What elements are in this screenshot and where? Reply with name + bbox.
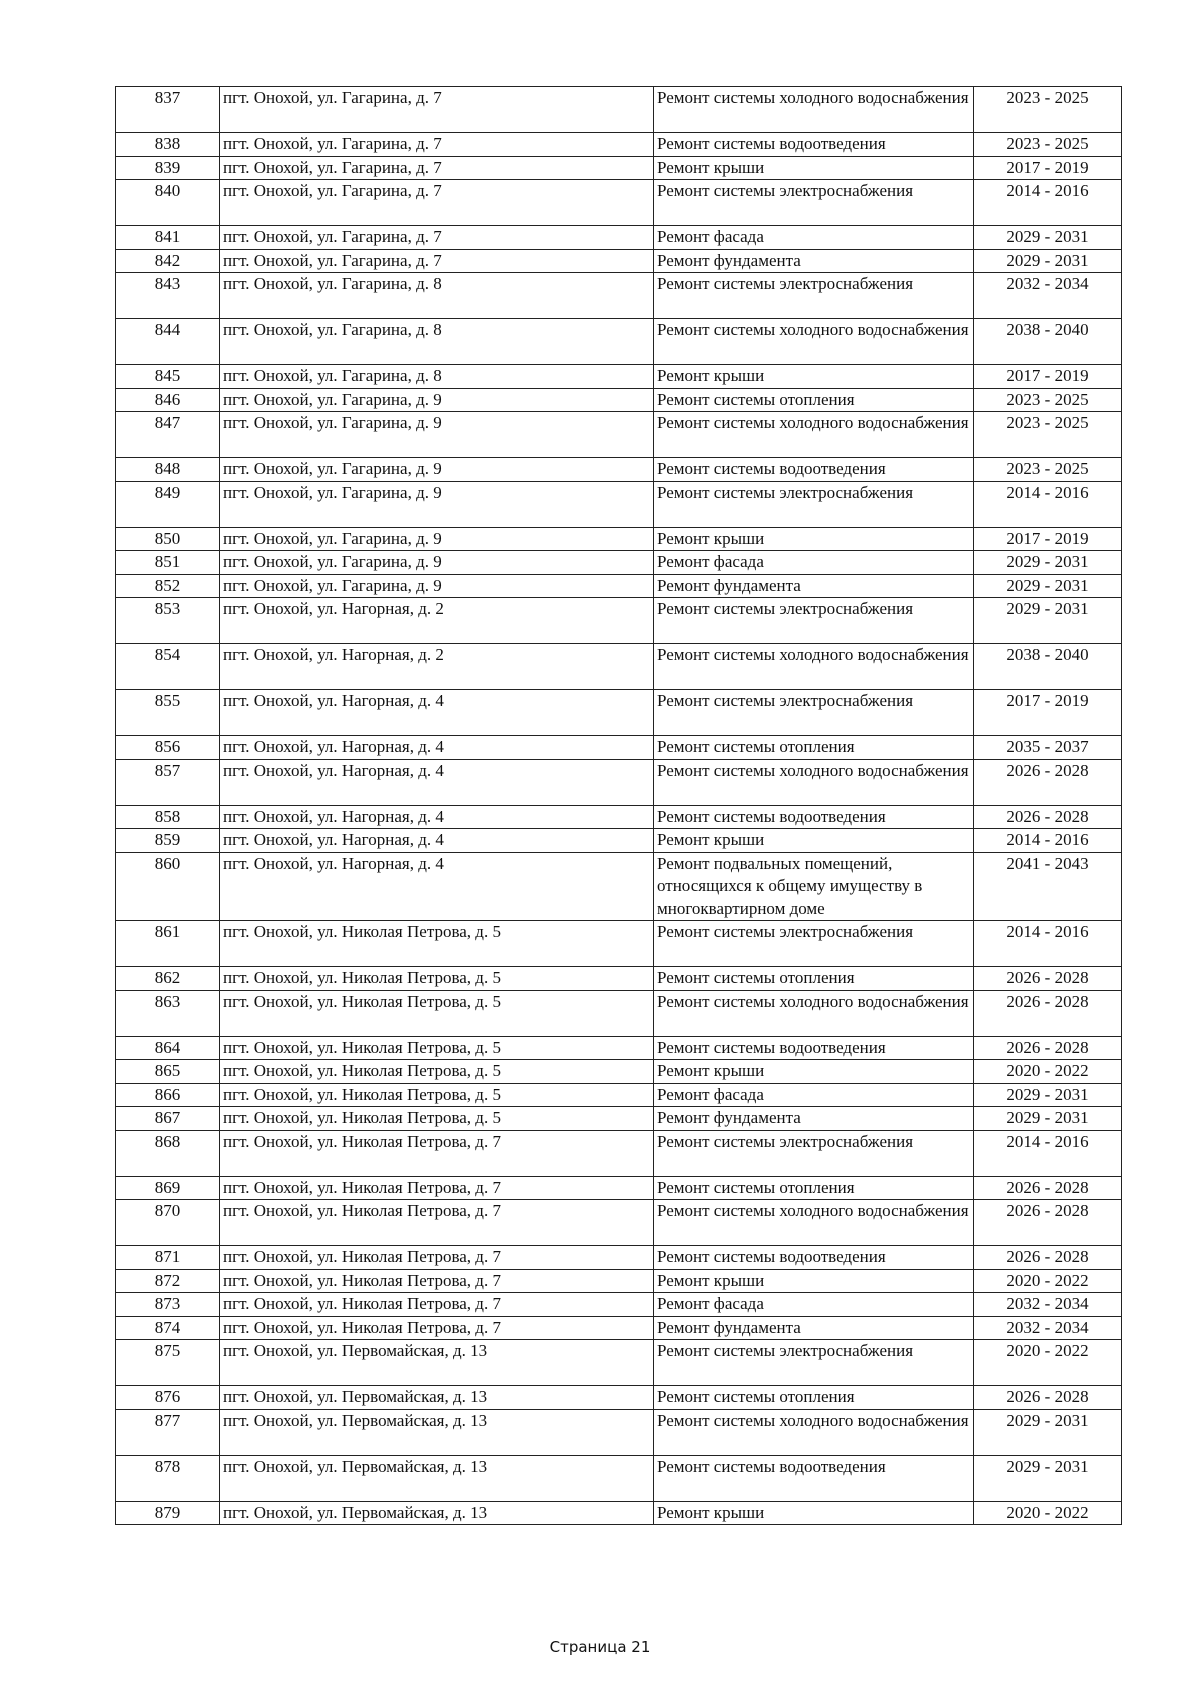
row-number-cell: 848 bbox=[116, 458, 220, 482]
row-number-cell: 861 bbox=[116, 921, 220, 967]
table-row bbox=[116, 598, 1122, 644]
row-number-cell: 867 bbox=[116, 1107, 220, 1131]
period-cell: 2029 - 2031 bbox=[974, 1455, 1122, 1501]
period-cell: 2017 - 2019 bbox=[974, 156, 1122, 180]
work-type-cell: Ремонт системы холодного водоснабжения bbox=[654, 412, 974, 458]
period-cell: 2026 - 2028 bbox=[974, 805, 1122, 829]
page-number: Страница 21 bbox=[549, 1638, 651, 1656]
table-row bbox=[116, 249, 1122, 273]
row-number-cell: 853 bbox=[116, 598, 220, 644]
table-row bbox=[116, 1036, 1122, 1060]
work-type-cell: Ремонт фасада bbox=[654, 226, 974, 250]
table-row bbox=[116, 87, 1122, 133]
period-cell: 2020 - 2022 bbox=[974, 1269, 1122, 1293]
period-cell: 2029 - 2031 bbox=[974, 598, 1122, 644]
work-type-cell: Ремонт системы отопления bbox=[654, 967, 974, 991]
period-cell: 2026 - 2028 bbox=[974, 967, 1122, 991]
table-row bbox=[116, 412, 1122, 458]
address-cell: пгт. Онохой, ул. Николая Петрова, д. 5 bbox=[220, 1083, 654, 1107]
period-cell: 2017 - 2019 bbox=[974, 690, 1122, 736]
address-cell: пгт. Онохой, ул. Николая Петрова, д. 7 bbox=[220, 1200, 654, 1246]
row-number-cell: 845 bbox=[116, 365, 220, 389]
work-type-cell: Ремонт фасада bbox=[654, 551, 974, 575]
table-row bbox=[116, 829, 1122, 853]
period-cell: 2026 - 2028 bbox=[974, 990, 1122, 1036]
row-number-cell: 876 bbox=[116, 1386, 220, 1410]
address-cell: пгт. Онохой, ул. Николая Петрова, д. 5 bbox=[220, 921, 654, 967]
period-cell: 2017 - 2019 bbox=[974, 365, 1122, 389]
row-number-cell: 864 bbox=[116, 1036, 220, 1060]
row-number-cell: 863 bbox=[116, 990, 220, 1036]
table-row bbox=[116, 574, 1122, 598]
table-row bbox=[116, 133, 1122, 157]
row-number-cell: 839 bbox=[116, 156, 220, 180]
period-cell: 2032 - 2034 bbox=[974, 1293, 1122, 1317]
period-cell: 2035 - 2037 bbox=[974, 736, 1122, 760]
row-number-cell: 851 bbox=[116, 551, 220, 575]
table-row bbox=[116, 990, 1122, 1036]
work-type-cell: Ремонт системы водоотведения bbox=[654, 133, 974, 157]
table-row bbox=[116, 1386, 1122, 1410]
table-row bbox=[116, 1269, 1122, 1293]
address-cell: пгт. Онохой, ул. Николая Петрова, д. 7 bbox=[220, 1130, 654, 1176]
row-number-cell: 841 bbox=[116, 226, 220, 250]
row-number-cell: 850 bbox=[116, 527, 220, 551]
address-cell: пгт. Онохой, ул. Первомайская, д. 13 bbox=[220, 1386, 654, 1410]
table-row bbox=[116, 551, 1122, 575]
row-number-cell: 843 bbox=[116, 273, 220, 319]
address-cell: пгт. Онохой, ул. Первомайская, д. 13 bbox=[220, 1340, 654, 1386]
table-row bbox=[116, 1293, 1122, 1317]
work-type-cell: Ремонт системы холодного водоснабжения bbox=[654, 87, 974, 133]
row-number-cell: 865 bbox=[116, 1060, 220, 1084]
address-cell: пгт. Онохой, ул. Нагорная, д. 4 bbox=[220, 829, 654, 853]
row-number-cell: 840 bbox=[116, 180, 220, 226]
work-type-cell: Ремонт фундамента bbox=[654, 1107, 974, 1131]
row-number-cell: 879 bbox=[116, 1501, 220, 1525]
address-cell: пгт. Онохой, ул. Гагарина, д. 9 bbox=[220, 388, 654, 412]
period-cell: 2020 - 2022 bbox=[974, 1340, 1122, 1386]
address-cell: пгт. Онохой, ул. Гагарина, д. 9 bbox=[220, 412, 654, 458]
period-cell: 2029 - 2031 bbox=[974, 574, 1122, 598]
row-number-cell: 852 bbox=[116, 574, 220, 598]
address-cell: пгт. Онохой, ул. Первомайская, д. 13 bbox=[220, 1501, 654, 1525]
address-cell: пгт. Онохой, ул. Нагорная, д. 4 bbox=[220, 690, 654, 736]
work-type-cell: Ремонт крыши bbox=[654, 1269, 974, 1293]
address-cell: пгт. Онохой, ул. Гагарина, д. 9 bbox=[220, 574, 654, 598]
address-cell: пгт. Онохой, ул. Нагорная, д. 4 bbox=[220, 852, 654, 921]
table-row bbox=[116, 1130, 1122, 1176]
address-cell: пгт. Онохой, ул. Гагарина, д. 8 bbox=[220, 273, 654, 319]
row-number-cell: 872 bbox=[116, 1269, 220, 1293]
address-cell: пгт. Онохой, ул. Гагарина, д. 9 bbox=[220, 527, 654, 551]
row-number-cell: 844 bbox=[116, 319, 220, 365]
address-cell: пгт. Онохой, ул. Нагорная, д. 2 bbox=[220, 598, 654, 644]
period-cell: 2029 - 2031 bbox=[974, 249, 1122, 273]
period-cell: 2026 - 2028 bbox=[974, 1176, 1122, 1200]
address-cell: пгт. Онохой, ул. Николая Петрова, д. 5 bbox=[220, 1107, 654, 1131]
work-type-cell: Ремонт системы электроснабжения bbox=[654, 1340, 974, 1386]
row-number-cell: 858 bbox=[116, 805, 220, 829]
period-cell: 2038 - 2040 bbox=[974, 319, 1122, 365]
period-cell: 2014 - 2016 bbox=[974, 180, 1122, 226]
work-type-cell: Ремонт системы водоотведения bbox=[654, 805, 974, 829]
address-cell: пгт. Онохой, ул. Гагарина, д. 7 bbox=[220, 87, 654, 133]
work-type-cell: Ремонт крыши bbox=[654, 1501, 974, 1525]
address-cell: пгт. Онохой, ул. Николая Петрова, д. 7 bbox=[220, 1269, 654, 1293]
table-row bbox=[116, 273, 1122, 319]
work-type-cell: Ремонт системы холодного водоснабжения bbox=[654, 990, 974, 1036]
period-cell: 2029 - 2031 bbox=[974, 1083, 1122, 1107]
address-cell: пгт. Онохой, ул. Николая Петрова, д. 7 bbox=[220, 1246, 654, 1270]
address-cell: пгт. Онохой, ул. Нагорная, д. 2 bbox=[220, 644, 654, 690]
period-cell: 2023 - 2025 bbox=[974, 388, 1122, 412]
row-number-cell: 842 bbox=[116, 249, 220, 273]
row-number-cell: 856 bbox=[116, 736, 220, 760]
period-cell: 2023 - 2025 bbox=[974, 458, 1122, 482]
work-type-cell: Ремонт системы отопления bbox=[654, 1176, 974, 1200]
address-cell: пгт. Онохой, ул. Николая Петрова, д. 7 bbox=[220, 1176, 654, 1200]
table-row bbox=[116, 690, 1122, 736]
table-row bbox=[116, 388, 1122, 412]
row-number-cell: 857 bbox=[116, 759, 220, 805]
row-number-cell: 847 bbox=[116, 412, 220, 458]
table-row bbox=[116, 805, 1122, 829]
table-row bbox=[116, 736, 1122, 760]
row-number-cell: 837 bbox=[116, 87, 220, 133]
period-cell: 2014 - 2016 bbox=[974, 1130, 1122, 1176]
work-type-cell: Ремонт системы водоотведения bbox=[654, 1246, 974, 1270]
row-number-cell: 849 bbox=[116, 481, 220, 527]
address-cell: пгт. Онохой, ул. Нагорная, д. 4 bbox=[220, 805, 654, 829]
address-cell: пгт. Онохой, ул. Первомайская, д. 13 bbox=[220, 1409, 654, 1455]
work-type-cell: Ремонт системы электроснабжения bbox=[654, 690, 974, 736]
table-row bbox=[116, 1501, 1122, 1525]
period-cell: 2032 - 2034 bbox=[974, 1316, 1122, 1340]
work-type-cell: Ремонт системы электроснабжения bbox=[654, 598, 974, 644]
address-cell: пгт. Онохой, ул. Гагарина, д. 9 bbox=[220, 481, 654, 527]
table-row bbox=[116, 365, 1122, 389]
table-row bbox=[116, 458, 1122, 482]
period-cell: 2023 - 2025 bbox=[974, 133, 1122, 157]
table-row bbox=[116, 852, 1122, 921]
table-row bbox=[116, 921, 1122, 967]
address-cell: пгт. Онохой, ул. Гагарина, д. 7 bbox=[220, 226, 654, 250]
row-number-cell: 860 bbox=[116, 852, 220, 921]
address-cell: пгт. Онохой, ул. Первомайская, д. 13 bbox=[220, 1455, 654, 1501]
work-type-cell: Ремонт системы отопления bbox=[654, 736, 974, 760]
period-cell: 2029 - 2031 bbox=[974, 551, 1122, 575]
address-cell: пгт. Онохой, ул. Гагарина, д. 8 bbox=[220, 365, 654, 389]
address-cell: пгт. Онохой, ул. Николая Петрова, д. 7 bbox=[220, 1316, 654, 1340]
address-cell: пгт. Онохой, ул. Нагорная, д. 4 bbox=[220, 759, 654, 805]
table-row bbox=[116, 180, 1122, 226]
period-cell: 2029 - 2031 bbox=[974, 1107, 1122, 1131]
row-number-cell: 862 bbox=[116, 967, 220, 991]
repair-schedule-table bbox=[115, 86, 1122, 1525]
table-row bbox=[116, 1246, 1122, 1270]
address-cell: пгт. Онохой, ул. Гагарина, д. 9 bbox=[220, 551, 654, 575]
period-cell: 2023 - 2025 bbox=[974, 87, 1122, 133]
work-type-cell: Ремонт фасада bbox=[654, 1083, 974, 1107]
work-type-cell: Ремонт подвальных помещений, относящихся к общему имуществу в многоквартирном доме bbox=[654, 852, 974, 921]
row-number-cell: 868 bbox=[116, 1130, 220, 1176]
work-type-cell: Ремонт системы холодного водоснабжения bbox=[654, 1409, 974, 1455]
table-row bbox=[116, 527, 1122, 551]
period-cell: 2029 - 2031 bbox=[974, 226, 1122, 250]
address-cell: пгт. Онохой, ул. Николая Петрова, д. 5 bbox=[220, 967, 654, 991]
work-type-cell: Ремонт системы водоотведения bbox=[654, 1455, 974, 1501]
period-cell: 2023 - 2025 bbox=[974, 412, 1122, 458]
address-cell: пгт. Онохой, ул. Гагарина, д. 7 bbox=[220, 156, 654, 180]
row-number-cell: 846 bbox=[116, 388, 220, 412]
table-row bbox=[116, 481, 1122, 527]
work-type-cell: Ремонт крыши bbox=[654, 527, 974, 551]
period-cell: 2026 - 2028 bbox=[974, 1386, 1122, 1410]
work-type-cell: Ремонт системы водоотведения bbox=[654, 1036, 974, 1060]
period-cell: 2014 - 2016 bbox=[974, 829, 1122, 853]
work-type-cell: Ремонт системы холодного водоснабжения bbox=[654, 319, 974, 365]
address-cell: пгт. Онохой, ул. Николая Петрова, д. 5 bbox=[220, 990, 654, 1036]
table-row bbox=[116, 1176, 1122, 1200]
period-cell: 2026 - 2028 bbox=[974, 759, 1122, 805]
row-number-cell: 855 bbox=[116, 690, 220, 736]
work-type-cell: Ремонт фундамента bbox=[654, 574, 974, 598]
work-type-cell: Ремонт крыши bbox=[654, 829, 974, 853]
work-type-cell: Ремонт крыши bbox=[654, 1060, 974, 1084]
row-number-cell: 859 bbox=[116, 829, 220, 853]
address-cell: пгт. Онохой, ул. Гагарина, д. 8 bbox=[220, 319, 654, 365]
row-number-cell: 878 bbox=[116, 1455, 220, 1501]
work-type-cell: Ремонт системы отопления bbox=[654, 1386, 974, 1410]
table-row bbox=[116, 1455, 1122, 1501]
address-cell: пгт. Онохой, ул. Гагарина, д. 7 bbox=[220, 133, 654, 157]
period-cell: 2014 - 2016 bbox=[974, 481, 1122, 527]
work-type-cell: Ремонт фасада bbox=[654, 1293, 974, 1317]
period-cell: 2020 - 2022 bbox=[974, 1060, 1122, 1084]
table-row bbox=[116, 1200, 1122, 1246]
work-type-cell: Ремонт системы холодного водоснабжения bbox=[654, 759, 974, 805]
period-cell: 2041 - 2043 bbox=[974, 852, 1122, 921]
period-cell: 2026 - 2028 bbox=[974, 1246, 1122, 1270]
work-type-cell: Ремонт крыши bbox=[654, 156, 974, 180]
table-body bbox=[116, 87, 1122, 1525]
table-row bbox=[116, 1409, 1122, 1455]
table-row bbox=[116, 156, 1122, 180]
table-row bbox=[116, 319, 1122, 365]
work-type-cell: Ремонт системы электроснабжения bbox=[654, 481, 974, 527]
table-row bbox=[116, 226, 1122, 250]
work-type-cell: Ремонт системы холодного водоснабжения bbox=[654, 644, 974, 690]
table-row bbox=[116, 967, 1122, 991]
table-row bbox=[116, 759, 1122, 805]
period-cell: 2014 - 2016 bbox=[974, 921, 1122, 967]
address-cell: пгт. Онохой, ул. Гагарина, д. 9 bbox=[220, 458, 654, 482]
work-type-cell: Ремонт системы электроснабжения bbox=[654, 921, 974, 967]
work-type-cell: Ремонт системы электроснабжения bbox=[654, 1130, 974, 1176]
table-row bbox=[116, 1316, 1122, 1340]
row-number-cell: 854 bbox=[116, 644, 220, 690]
row-number-cell: 873 bbox=[116, 1293, 220, 1317]
work-type-cell: Ремонт фундамента bbox=[654, 1316, 974, 1340]
period-cell: 2038 - 2040 bbox=[974, 644, 1122, 690]
period-cell: 2020 - 2022 bbox=[974, 1501, 1122, 1525]
period-cell: 2029 - 2031 bbox=[974, 1409, 1122, 1455]
period-cell: 2026 - 2028 bbox=[974, 1200, 1122, 1246]
address-cell: пгт. Онохой, ул. Николая Петрова, д. 5 bbox=[220, 1036, 654, 1060]
address-cell: пгт. Онохой, ул. Николая Петрова, д. 5 bbox=[220, 1060, 654, 1084]
row-number-cell: 838 bbox=[116, 133, 220, 157]
work-type-cell: Ремонт системы электроснабжения bbox=[654, 273, 974, 319]
period-cell: 2032 - 2034 bbox=[974, 273, 1122, 319]
row-number-cell: 874 bbox=[116, 1316, 220, 1340]
work-type-cell: Ремонт системы холодного водоснабжения bbox=[654, 1200, 974, 1246]
row-number-cell: 877 bbox=[116, 1409, 220, 1455]
period-cell: 2026 - 2028 bbox=[974, 1036, 1122, 1060]
row-number-cell: 870 bbox=[116, 1200, 220, 1246]
table-row bbox=[116, 1083, 1122, 1107]
row-number-cell: 875 bbox=[116, 1340, 220, 1386]
row-number-cell: 871 bbox=[116, 1246, 220, 1270]
address-cell: пгт. Онохой, ул. Гагарина, д. 7 bbox=[220, 180, 654, 226]
address-cell: пгт. Онохой, ул. Нагорная, д. 4 bbox=[220, 736, 654, 760]
address-cell: пгт. Онохой, ул. Гагарина, д. 7 bbox=[220, 249, 654, 273]
row-number-cell: 869 bbox=[116, 1176, 220, 1200]
work-type-cell: Ремонт системы водоотведения bbox=[654, 458, 974, 482]
row-number-cell: 866 bbox=[116, 1083, 220, 1107]
table-row bbox=[116, 1107, 1122, 1131]
address-cell: пгт. Онохой, ул. Николая Петрова, д. 7 bbox=[220, 1293, 654, 1317]
period-cell: 2017 - 2019 bbox=[974, 527, 1122, 551]
table-row bbox=[116, 1340, 1122, 1386]
table-row bbox=[116, 1060, 1122, 1084]
work-type-cell: Ремонт системы электроснабжения bbox=[654, 180, 974, 226]
table-row bbox=[116, 644, 1122, 690]
work-type-cell: Ремонт фундамента bbox=[654, 249, 974, 273]
work-type-cell: Ремонт системы отопления bbox=[654, 388, 974, 412]
work-type-cell: Ремонт крыши bbox=[654, 365, 974, 389]
